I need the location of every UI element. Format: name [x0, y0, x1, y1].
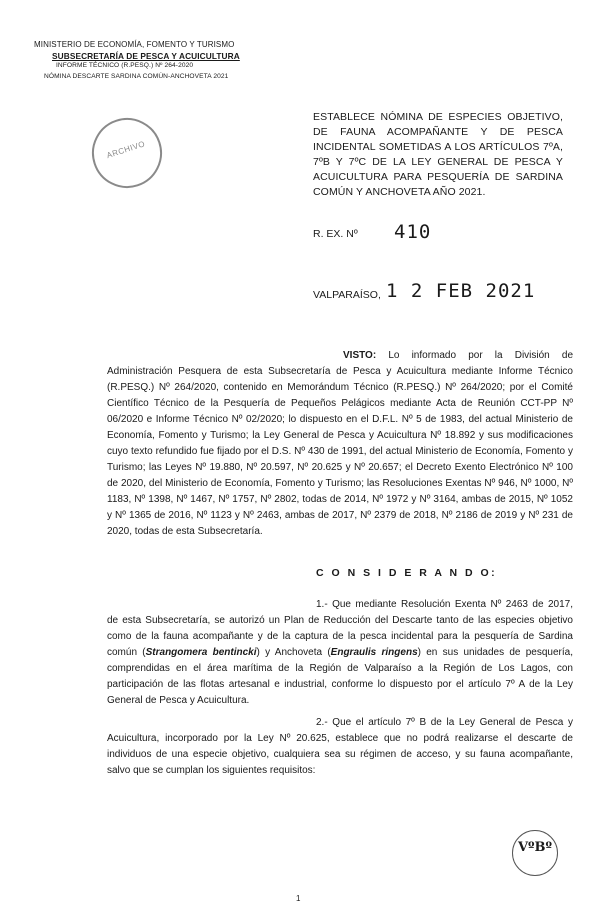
visto-paragraph	[107, 348, 573, 540]
resolution-label	[313, 228, 358, 240]
vobo-stamp	[512, 830, 558, 876]
resolution-date: 1 2 FEB 2021	[386, 280, 536, 302]
resolution-number: 410	[394, 221, 432, 243]
visto-label: VISTO:	[343, 350, 377, 361]
species-strangomera: Strangomera bentincki	[145, 647, 257, 658]
visto-text: Lo informado por la División de Administración Pesquera de esta Subsecretaría de Pesca y Acuicultura mediante Informe Técnico (R.PESQ.) Nº 264/2020, contenido en Memorándum Técnico (R.PESQ.) Nº 264/2020; por el Comité Científico Técnico de la Pesquería de Pequeños Pelágicos mediante Acta de Reunión CCT-PP Nº 06/2020 e Informe Técnico Nº 02/2020; lo dispuesto en el D.F.L. Nº 5 de 1983, del actual Ministerio de Economía, Fomento y Turismo; la Ley General de Pesca y Acuicultura Nº 18.892 y sus modificaciones cuyo texto refundido fue fijado por el D.S. Nº 430 de 1991, del actual Ministerio de Economía, Fomento y Turismo; las Leyes Nº 19.880, Nº 20.597, Nº 20.625 y Nº 20.657; el Decreto Exento Electrónico Nº 100 de 2020, del Ministerio de Economía, Fomento y Turismo; las Resoluciones Exentas Nº 946, Nº 1000, Nº 1183, Nº 1398, Nº 1467, Nº 1757, Nº 2802, todas de 2014, Nº 1972 y Nº 3164, ambas de 2015, Nº 1052 y Nº 1365 de 2016, Nº 1123 y Nº 2463, ambas de 2017, Nº 2379 de 2018, Nº 2186 de 2019 y Nº 231 de 2020, todas de esta Subsecretaría.	[107, 350, 573, 537]
considerando-paragraph-1	[107, 597, 573, 709]
p1-text-a: 1.- Que mediante Resolución Exenta Nº 2463 de 2017, de esta Subsecretaría, se autorizó un Plan de Reducción del Descarte tanto de las especies objetivo como de la fauna acompañante y de la captura de la pesca incidental para la pesquería de Sardina común (	[107, 599, 573, 658]
resolution-label-text: R. EX. Nº	[313, 228, 358, 240]
nomina-reference: NÓMINA DESCARTE SARDINA COMÚN-ANCHOVETA 2021	[44, 72, 229, 80]
vobo-text: VºBº	[517, 840, 553, 855]
species-engraulis: Engraulis ringens	[330, 647, 418, 658]
office-stamp-text: ARCHIVO	[105, 139, 147, 161]
ministry-header	[34, 40, 294, 82]
considerando-paragraph-2: 2.- Que el artículo 7º B de la Ley General de Pesca y Acuicultura, incorporado por la Ley Nº 20.625, establece que no podrá realizarse el descarte de individuos de una especie objetivo, cualquiera sea su régimen de acceso, y su fauna acompañante, salvo que se cumplan los siguientes requisitos:	[107, 717, 573, 776]
informe-reference: INFORME TÉCNICO (R.PESQ.) Nº 264-2020	[56, 62, 194, 69]
resolution-title: ESTABLECE NÓMINA DE ESPECIES OBJETIVO, DE FAUNA ACOMPAÑANTE Y DE PESCA INCIDENTAL SOMETIDAS A LOS ARTÍCULOS 7ºA, 7ºB Y 7ºC DE LA LEY GENERAL DE PESCA Y ACUICULTURA PARA PESQUERÍA DE SARDINA COMÚN Y ANCHOVETA AÑO 2021.	[313, 111, 563, 198]
considerando-heading: C O N S I D E R A N D O:	[316, 567, 498, 579]
p1-text-b: ) y Anchoveta (	[256, 647, 331, 658]
place-label: VALPARAÍSO,	[313, 289, 381, 301]
p1-text-c: ) en sus unidades de pesquería, comprendidas en el área marítima de la Región de Valparaíso a la Región de Los Lagos, con participación de las flotas artesanal e industrial, conforme lo dispuesto por el artículo 7º A de la Ley General de Pesca y Acuicultura.	[107, 647, 573, 706]
office-stamp	[83, 109, 171, 197]
subsecretaria-name: SUBSECRETARÍA DE PESCA Y ACUICULTURA	[52, 50, 240, 61]
ministry-name: MINISTERIO DE ECONOMÍA, FOMENTO Y TURISMO	[34, 40, 235, 49]
page-number: 1	[296, 894, 301, 903]
